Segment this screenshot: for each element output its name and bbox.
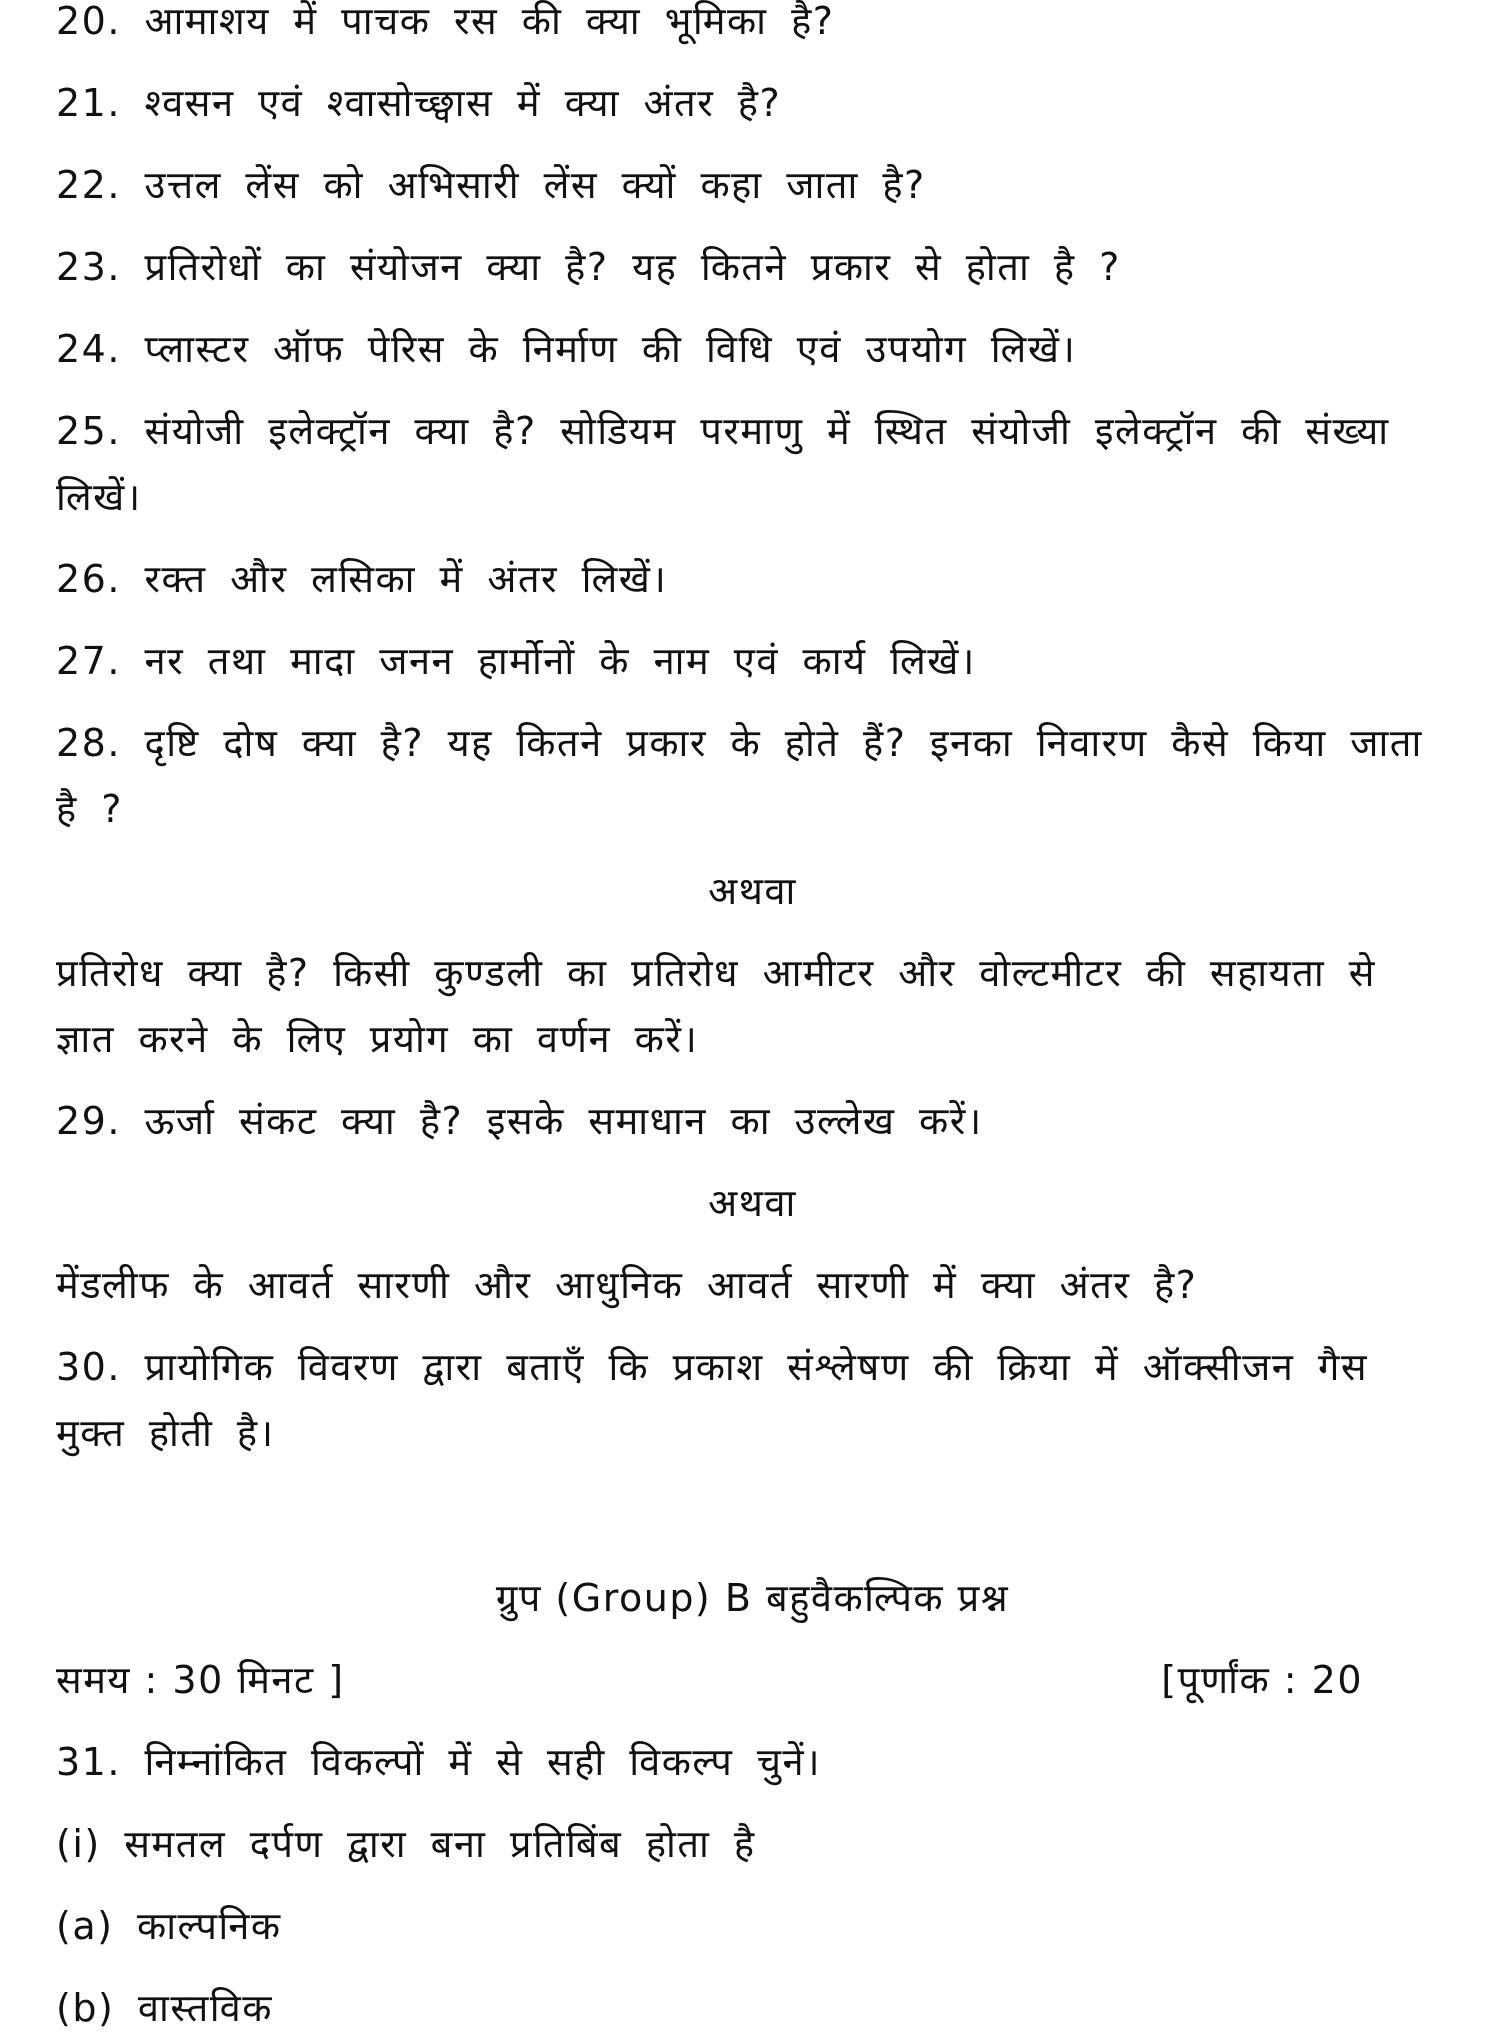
- question-22: 22. उत्तल लेंस को अभिसारी लेंस क्यों कहा जाता है?: [56, 163, 926, 207]
- question-31: 31. निम्नांकित विकल्पों में से सही विकल्प चुनें।: [56, 1740, 822, 1784]
- question-30-line-2: मुक्त होती है।: [56, 1411, 275, 1455]
- time-label: समय : 30 मिनट ]: [56, 1658, 345, 1702]
- question-31-part-i: (i) समतल दर्पण द्वारा बना प्रतिबिंब होता है: [56, 1822, 756, 1866]
- full-marks-label: [पूर्णांक : 20: [1161, 1658, 1363, 1702]
- question-28-alternative-line-2: ज्ञात करने के लिए प्रयोग का वर्णन करें।: [56, 1017, 699, 1061]
- question-28-line-2: है ?: [56, 787, 123, 831]
- question-30-line-1: 30. प्रायोगिक विवरण द्वारा बताएँ कि प्रकाश संश्लेषण की क्रिया में ऑक्सीजन गैस: [56, 1345, 1369, 1389]
- question-29-alternative: मेंडलीफ के आवर्त सारणी और आधुनिक आवर्त सारणी में क्या अंतर है?: [56, 1263, 1198, 1307]
- or-divider-2: अथवा: [708, 1181, 797, 1225]
- question-24: 24. प्लास्टर ऑफ पेरिस के निर्माण की विधि एवं उपयोग लिखें।: [56, 327, 1077, 371]
- question-21: 21. श्वसन एवं श्वासोच्छ्वास में क्या अंतर है?: [56, 81, 782, 125]
- question-25-line-2: लिखें।: [56, 475, 142, 519]
- question-27: 27. नर तथा मादा जनन हार्मोनों के नाम एवं कार्य लिखें।: [56, 639, 976, 683]
- option-a: (a) काल्पनिक: [56, 1904, 282, 1948]
- option-b: (b) वास्तविक: [56, 1986, 273, 2030]
- question-23: 23. प्रतिरोधों का संयोजन क्या है? यह कितने प्रकार से होता है ?: [56, 245, 1121, 289]
- group-b-heading: ग्रुप (Group) B बहुवैकल्पिक प्रश्न: [495, 1576, 1010, 1620]
- question-26: 26. रक्त और लसिका में अंतर लिखें।: [56, 557, 668, 601]
- question-28-alternative-line-1: प्रतिरोध क्या है? किसी कुण्डली का प्रतिरोध आमीटर और वोल्टमीटर की सहायता से: [56, 951, 1376, 995]
- question-20: 20. आमाशय में पाचक रस की क्या भूमिका है?: [56, 0, 835, 43]
- question-25-line-1: 25. संयोजी इलेक्ट्रॉन क्या है? सोडियम परमाणु में स्थित संयोजी इलेक्ट्रॉन की संख्या: [56, 409, 1390, 453]
- question-29: 29. ऊर्जा संकट क्या है? इसके समाधान का उल्लेख करें।: [56, 1099, 983, 1143]
- or-divider-1: अथवा: [708, 869, 797, 913]
- question-28-line-1: 28. दृष्टि दोष क्या है? यह कितने प्रकार के होते हैं? इनका निवारण कैसे किया जाता: [56, 721, 1423, 765]
